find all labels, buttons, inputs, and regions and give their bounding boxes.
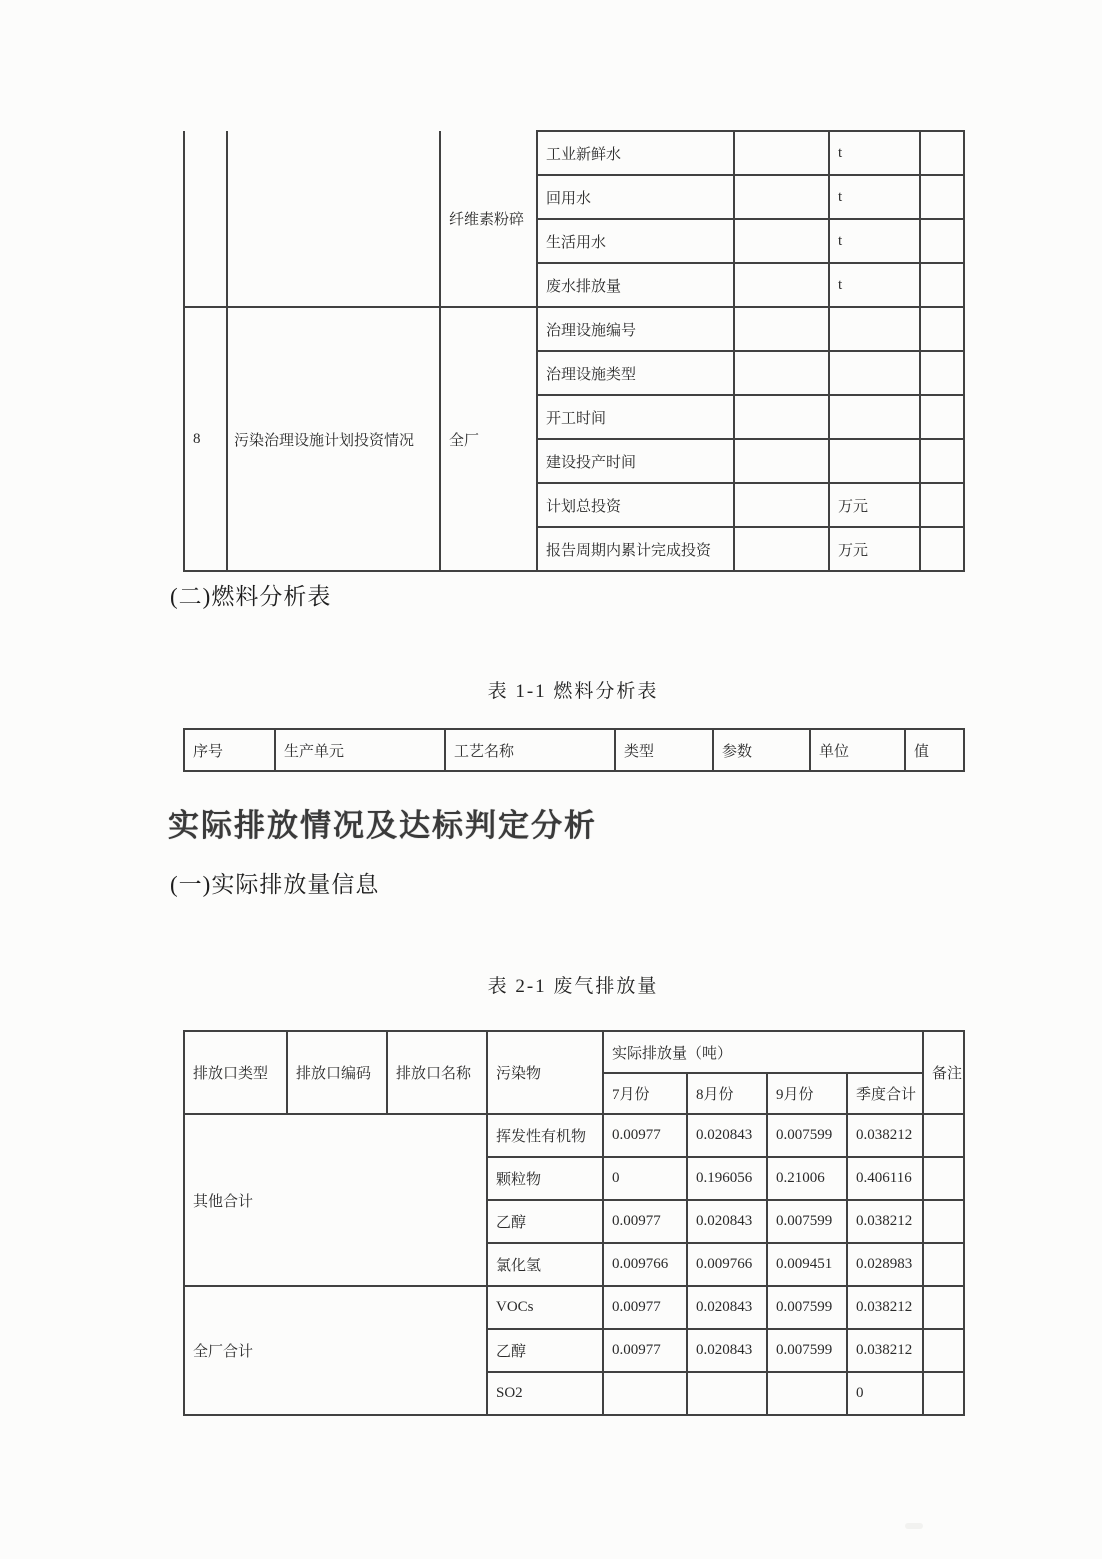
cell-unit: t <box>829 131 920 175</box>
cell-unit: t <box>829 175 920 219</box>
cell-remark <box>920 263 964 307</box>
cell-remark <box>923 1157 964 1200</box>
table-row <box>184 307 964 351</box>
emission-table-caption: 表 2-1 废气排放量 <box>487 976 659 997</box>
cell-param: 工业新鲜水 <box>537 131 734 175</box>
cell-value <box>734 527 829 571</box>
cell-unit: 万元 <box>829 527 920 571</box>
cell-m7 <box>603 1372 687 1415</box>
cell-unit: 万元 <box>829 483 920 527</box>
col-header-august: 8月份 <box>687 1073 767 1114</box>
cell-unit <box>829 351 920 395</box>
cell-pollutant: 氯化氢 <box>487 1243 603 1286</box>
cell-value <box>734 483 829 527</box>
cell-m9: 0.007599 <box>767 1200 847 1243</box>
cell-value <box>734 219 829 263</box>
col-header-type: 类型 <box>615 729 713 771</box>
fuel-analysis-table <box>183 728 965 772</box>
cell-m8: 0.020843 <box>687 1200 767 1243</box>
cell-value <box>734 131 829 175</box>
col-header-actual-emission: 实际排放量（吨） <box>603 1031 923 1073</box>
cell-pollutant: 挥发性有机物 <box>487 1114 603 1157</box>
facility-investment-table <box>183 130 965 572</box>
cell-total: 0 <box>847 1372 923 1415</box>
col-header-quarter-total: 季度合计 <box>847 1073 923 1114</box>
cell-remark <box>920 175 964 219</box>
cell-remark <box>920 351 964 395</box>
cell-remark <box>920 395 964 439</box>
cell-m9: 0.21006 <box>767 1157 847 1200</box>
cell-remark <box>920 483 964 527</box>
col-header-unit: 单位 <box>810 729 905 771</box>
fuel-section-heading: (二)燃料分析表 <box>170 584 332 609</box>
table-row <box>184 1286 964 1329</box>
cell-m9 <box>767 1372 847 1415</box>
col-header-september: 9月份 <box>767 1073 847 1114</box>
cell-m9: 0.009451 <box>767 1243 847 1286</box>
cell-pollutant: 乙醇 <box>487 1329 603 1372</box>
cell-param: 废水排放量 <box>537 263 734 307</box>
table-header-row <box>184 1031 964 1073</box>
fuel-table-caption: 表 1-1 燃料分析表 <box>487 681 659 702</box>
cell-param: 回用水 <box>537 175 734 219</box>
cell-unit <box>829 439 920 483</box>
col-header-outlet-code: 排放口编码 <box>287 1031 387 1114</box>
col-header-july: 7月份 <box>603 1073 687 1114</box>
cell-group-label-others: 其他合计 <box>184 1114 487 1286</box>
cell-item-name: 污染治理设施计划投资情况 <box>227 307 440 571</box>
col-header-outlet-type: 排放口类型 <box>184 1031 287 1114</box>
cell-remark <box>920 439 964 483</box>
cell-remark <box>920 527 964 571</box>
scan-artifact <box>905 1523 923 1529</box>
cell-m9: 0.007599 <box>767 1329 847 1372</box>
cell-unit <box>829 307 920 351</box>
cell-total: 0.038212 <box>847 1114 923 1157</box>
col-header-serial: 序号 <box>184 729 275 771</box>
table-row <box>184 131 964 175</box>
cell-param: 治理设施编号 <box>537 307 734 351</box>
cell-group-label-plant: 全厂合计 <box>184 1286 487 1415</box>
cell-name-continued <box>227 131 440 307</box>
cell-remark <box>923 1372 964 1415</box>
col-header-value: 值 <box>905 729 964 771</box>
cell-m7: 0.00977 <box>603 1286 687 1329</box>
cell-value <box>734 263 829 307</box>
emission-main-heading: 实际排放情况及达标判定分析 <box>168 808 597 843</box>
emission-sub-heading: (一)实际排放量信息 <box>170 872 380 897</box>
cell-unit <box>829 395 920 439</box>
cell-pollutant: 颗粒物 <box>487 1157 603 1200</box>
cell-unit-group: 全厂 <box>440 307 537 571</box>
cell-m8: 0.196056 <box>687 1157 767 1200</box>
cell-remark <box>920 131 964 175</box>
col-header-process-name: 工艺名称 <box>445 729 615 771</box>
cell-remark <box>920 307 964 351</box>
cell-param: 开工时间 <box>537 395 734 439</box>
cell-m7: 0.00977 <box>603 1114 687 1157</box>
cell-serial: 8 <box>184 307 227 571</box>
table-header-row <box>184 729 964 771</box>
cell-param: 生活用水 <box>537 219 734 263</box>
cell-pollutant: SO2 <box>487 1372 603 1415</box>
cell-param: 计划总投资 <box>537 483 734 527</box>
cell-m7: 0.00977 <box>603 1200 687 1243</box>
col-header-parameter: 参数 <box>713 729 810 771</box>
cell-m7: 0.009766 <box>603 1243 687 1286</box>
cell-m8: 0.020843 <box>687 1286 767 1329</box>
cell-value <box>734 439 829 483</box>
cell-m8: 0.009766 <box>687 1243 767 1286</box>
cell-total: 0.028983 <box>847 1243 923 1286</box>
cell-param: 治理设施类型 <box>537 351 734 395</box>
cell-total: 0.406116 <box>847 1157 923 1200</box>
cell-remark <box>923 1114 964 1157</box>
cell-total: 0.038212 <box>847 1200 923 1243</box>
cell-m7: 0.00977 <box>603 1329 687 1372</box>
cell-remark <box>923 1243 964 1286</box>
cell-value <box>734 175 829 219</box>
cell-remark <box>923 1286 964 1329</box>
waste-gas-emission-table <box>183 1030 965 1416</box>
col-header-pollutant: 污染物 <box>487 1031 603 1114</box>
table-row <box>184 1114 964 1157</box>
cell-remark <box>923 1200 964 1243</box>
cell-value <box>734 351 829 395</box>
cell-pollutant: 乙醇 <box>487 1200 603 1243</box>
cell-total: 0.038212 <box>847 1329 923 1372</box>
cell-total: 0.038212 <box>847 1286 923 1329</box>
cell-remark <box>920 219 964 263</box>
col-header-remark: 备注 <box>923 1031 964 1114</box>
col-header-outlet-name: 排放口名称 <box>387 1031 487 1114</box>
cell-unit: t <box>829 219 920 263</box>
cell-m7: 0 <box>603 1157 687 1200</box>
cell-value <box>734 395 829 439</box>
cell-m9: 0.007599 <box>767 1286 847 1329</box>
cell-unit: t <box>829 263 920 307</box>
col-header-production-unit: 生产单元 <box>275 729 445 771</box>
cell-m8 <box>687 1372 767 1415</box>
cell-remark <box>923 1329 964 1372</box>
cell-m8: 0.020843 <box>687 1114 767 1157</box>
cell-pollutant: VOCs <box>487 1286 603 1329</box>
cell-serial-continued <box>184 131 227 307</box>
cell-param: 报告周期内累计完成投资 <box>537 527 734 571</box>
cell-m8: 0.020843 <box>687 1329 767 1372</box>
cell-m9: 0.007599 <box>767 1114 847 1157</box>
cell-unit-group: 纤维素粉碎 <box>440 131 537 307</box>
cell-value <box>734 307 829 351</box>
cell-param: 建设投产时间 <box>537 439 734 483</box>
